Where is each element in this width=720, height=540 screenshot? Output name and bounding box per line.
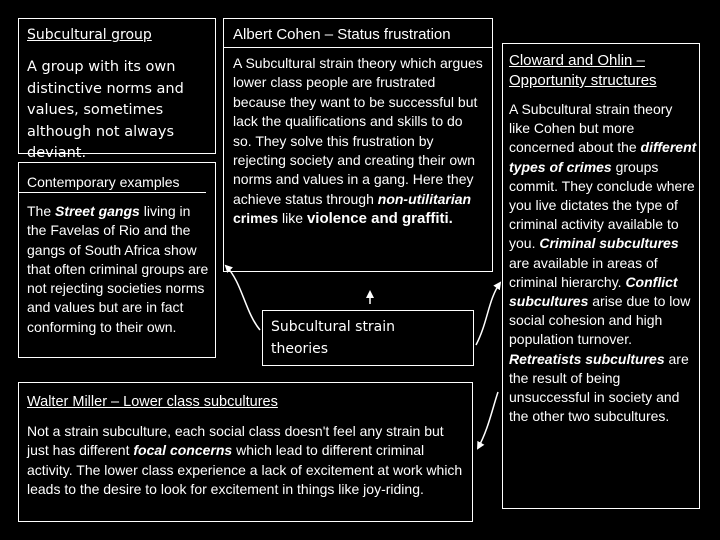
cohen-text-1: A Subcultural strain theory which argues lower class people are frustrated because they want to be successful but lack the qualifications and skills to do so. They solve this frustration by rejecting society and creating their own norms and values in a gang. Here they achieve status through (233, 55, 483, 207)
miller-text-1: Not a strain subculture, each social class doesn't feel any strain but just has different (27, 423, 444, 459)
contemporary-heading: Contemporary examples (27, 174, 180, 190)
arrow-to-miller (478, 392, 498, 448)
arrow-to-cloward (476, 283, 500, 345)
subcultural-group-heading: Subcultural group (27, 27, 152, 43)
center-label: Subcultural strain theories (271, 319, 396, 357)
contemporary-text-1: The (27, 203, 56, 219)
cloward-text-1: A Subcultural strain theory like Cohen but more concerned about the (509, 101, 673, 156)
crimes-emphasis: crimes (233, 210, 279, 227)
miller-text-2: which lead to different criminal activity. The lower class experience a lack of excitement at work which leads to the desire to look for excitement in things like joy-riding. (27, 442, 463, 498)
focal-concerns-emphasis: focal concerns (133, 442, 233, 459)
cloward-text-3: are available in areas of criminal hierarchy. (509, 254, 658, 290)
cohen-text-2: like (278, 210, 307, 227)
criminal-subcultures-emphasis: Criminal subcultures (539, 235, 679, 252)
arrow-to-contemporary (226, 266, 260, 330)
violence-graffiti-emphasis: violence and graffiti. (306, 210, 453, 228)
subcultural-group-definition: A group with its own distinctive norms and values, sometimes although not always deviant. (27, 59, 184, 161)
contemporary-text-2: living in the Favelas of Rio and the gangs of South Africa show that often criminal groups are not rejecting societies norms and values but are in fact conforming to their own. (27, 203, 209, 335)
miller-heading: Walter Miller – Lower class subcultures (27, 394, 278, 410)
cloward-text-4: arise due to low social cohesion and high population turnover. (509, 293, 691, 348)
cloward-heading: Cloward and Ohlin – Opportunity structures (509, 52, 657, 89)
retreatist-subcultures-emphasis: Retreatists subcultures (509, 350, 665, 367)
cohen-heading: Albert Cohen – Status frustration (233, 26, 451, 43)
cloward-text-5: are the result of being unsuccessful in society and the other two subcultures. (509, 350, 689, 425)
street-gangs-emphasis: Street gangs (55, 203, 140, 219)
different-types-emphasis: different types of crimes (509, 139, 697, 175)
conflict-subcultures-emphasis: Conflict subcultures (509, 273, 678, 310)
cloward-text-2: groups commit. They conclude where you live dictates the type of criminal activity available to you. (509, 158, 695, 252)
non-utilitarian-emphasis: non-utilitarian (377, 190, 472, 207)
